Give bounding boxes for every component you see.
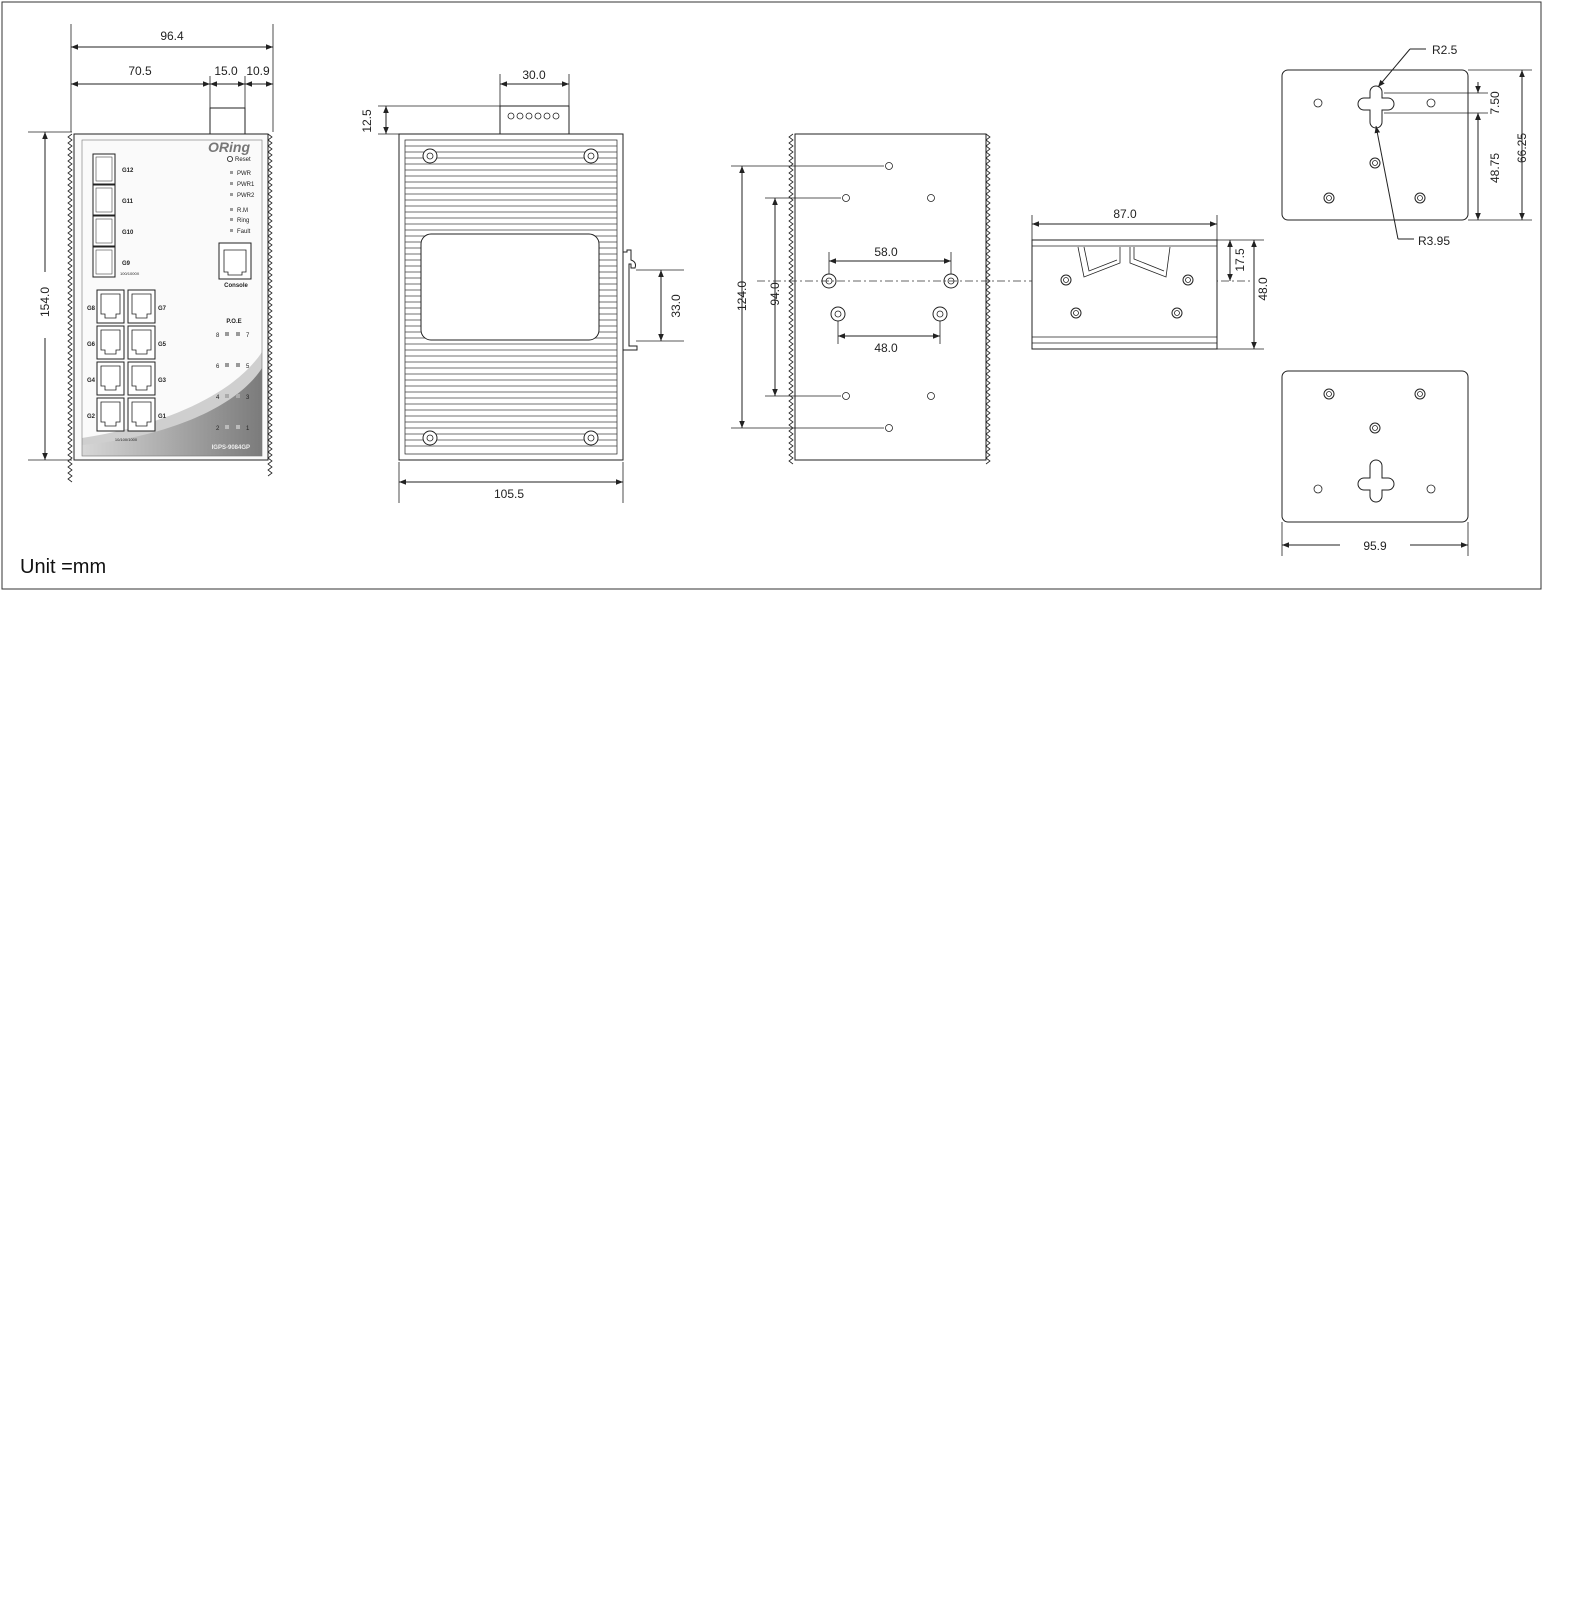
poe-led — [225, 394, 229, 398]
dim-hole-spacing: 48.75 — [1488, 152, 1502, 184]
sfp-port-label: G11 — [122, 199, 134, 205]
din-hole — [1071, 308, 1081, 318]
led-label: PWR1 — [237, 182, 255, 188]
brand-logo: ORing — [208, 139, 250, 155]
side-screw — [584, 431, 598, 445]
sfp-port-label: G10 — [122, 230, 134, 236]
plate-hole — [1370, 423, 1380, 433]
unit-label: Unit =mm — [20, 556, 107, 578]
poe-led — [236, 363, 240, 367]
dim-din-height: 48.0 — [1256, 277, 1270, 301]
din-hole — [1172, 308, 1182, 318]
plate-hole — [1370, 158, 1380, 168]
rj45-port-label: G5 — [158, 342, 167, 348]
sfp-port — [93, 185, 115, 215]
dim-lower-spacing: 48.0 — [874, 341, 898, 355]
led-indicator — [230, 208, 233, 211]
dim-din-width: 87.0 — [1113, 207, 1137, 221]
poe-number: 4 — [216, 395, 220, 401]
poe-number: 3 — [246, 395, 250, 401]
dim-plate-width: 95.9 — [1363, 539, 1387, 553]
dim-total-width: 96.4 — [160, 29, 184, 43]
sfp-port — [93, 154, 115, 184]
rj45-port-label: G4 — [87, 378, 96, 384]
dim-plate-height: 66.25 — [1515, 132, 1529, 164]
led-indicator — [230, 218, 233, 221]
side-screw — [423, 149, 437, 163]
led-label: PWR — [237, 171, 251, 177]
rj45-port-label: G8 — [87, 306, 96, 312]
dim-clip-height: 33.0 — [669, 294, 683, 318]
poe-led — [236, 332, 240, 336]
din-rail-bracket — [1032, 207, 1270, 349]
plate-hole — [1324, 193, 1334, 203]
rear-body — [795, 134, 986, 460]
rear-boss — [933, 307, 947, 321]
din-hole — [1183, 275, 1193, 285]
poe-led — [236, 425, 240, 429]
led-indicator — [230, 171, 233, 174]
plate-hole — [1415, 193, 1425, 203]
console-label: Console — [224, 283, 248, 289]
poe-led — [225, 363, 229, 367]
led-label: Ring — [237, 218, 250, 224]
sfp-port — [93, 216, 115, 246]
rj45-port-label: G7 — [158, 306, 167, 312]
rj45-port-label: G2 — [87, 414, 96, 420]
dim-radius-large: R3.95 — [1418, 234, 1451, 248]
poe-number: 2 — [216, 426, 220, 432]
plate-hole — [1415, 389, 1425, 399]
sfp-port-label: G9 — [122, 261, 131, 267]
dim-right-offset: 10.9 — [246, 64, 270, 78]
side-label-area — [421, 234, 599, 340]
side-screw — [423, 431, 437, 445]
sfp-speed-label: 100/1000X — [120, 271, 140, 276]
plate-hole — [1324, 389, 1334, 399]
led-label: PWR2 — [237, 193, 255, 199]
sfp-port — [93, 247, 115, 277]
poe-led — [225, 332, 229, 336]
rj45-speed-label: 10/100/1000 — [114, 437, 138, 442]
led-indicator — [230, 229, 233, 232]
poe-number: 5 — [246, 364, 250, 370]
poe-number: 1 — [246, 426, 250, 432]
side-screw — [584, 149, 598, 163]
led-indicator — [230, 182, 233, 185]
led-label: R.M — [237, 208, 248, 214]
led-indicator — [230, 193, 233, 196]
left-fins — [68, 134, 72, 482]
right-fins — [268, 134, 272, 476]
dim-terminal-height: 12.5 — [360, 109, 374, 133]
poe-number: 7 — [246, 333, 250, 339]
front-view — [28, 24, 273, 482]
dim-outer-height: 124.0 — [735, 280, 749, 312]
poe-led — [225, 425, 229, 429]
dim-din-offset: 17.5 — [1233, 248, 1247, 272]
rear-right-fins — [986, 134, 990, 464]
dim-depth: 105.5 — [493, 487, 525, 501]
rj45-port-label: G3 — [158, 378, 167, 384]
top-connector — [210, 108, 245, 134]
rear-left-fins — [789, 134, 793, 464]
poe-number: 8 — [216, 333, 220, 339]
poe-number: 6 — [216, 364, 220, 370]
terminal-block — [500, 106, 569, 134]
wall-mount-top-plate — [1282, 43, 1532, 248]
poe-led — [236, 394, 240, 398]
dim-inner-height: 94.0 — [768, 282, 782, 306]
sfp-port-label: G12 — [122, 168, 134, 174]
din-clip — [623, 250, 637, 350]
din-bracket-body — [1032, 240, 1217, 349]
dim-upper-spacing: 58.0 — [874, 245, 898, 259]
reset-label: Reset — [235, 157, 251, 163]
rj45-port-label: G6 — [87, 342, 96, 348]
led-label: Fault — [237, 229, 251, 235]
dim-slot: 7.50 — [1488, 91, 1502, 115]
model-label: IGPS-9084GP — [211, 445, 250, 451]
dim-left-width: 70.5 — [128, 64, 152, 78]
dim-connector-width: 15.0 — [214, 64, 238, 78]
poe-label: P.O.E — [226, 319, 242, 325]
dim-radius-small: R2.5 — [1432, 43, 1458, 57]
rear-boss — [831, 307, 845, 321]
side-view — [360, 68, 684, 503]
dim-height: 154.0 — [38, 286, 52, 318]
dim-terminal-width: 30.0 — [522, 68, 546, 82]
din-hole — [1061, 275, 1071, 285]
wall-mount-bottom-plate — [1282, 371, 1468, 556]
rj45-port-label: G1 — [158, 414, 167, 420]
